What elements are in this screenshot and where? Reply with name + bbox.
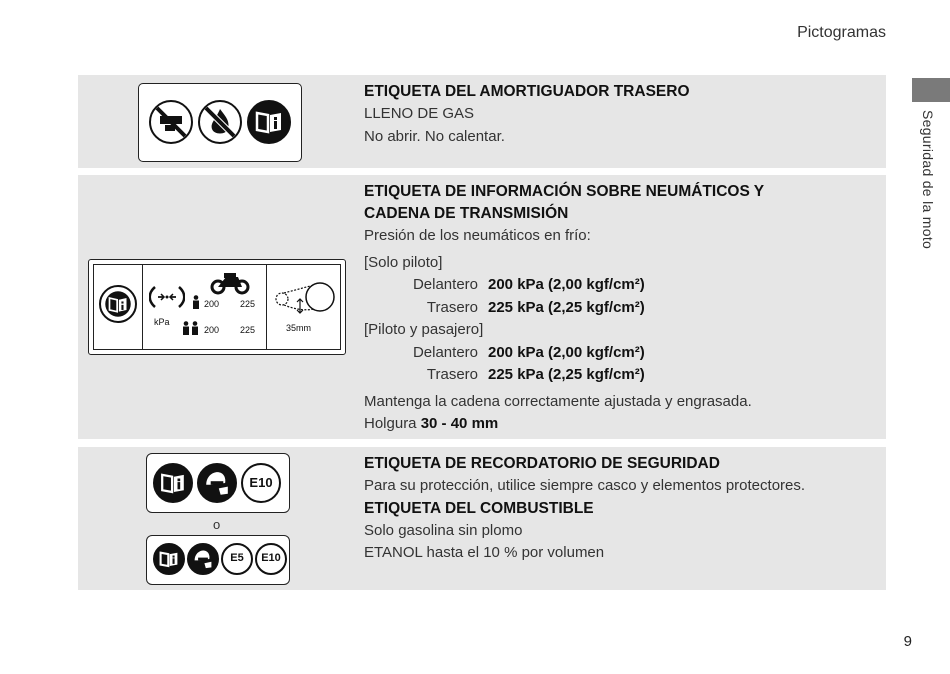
tire-pressure-icon (149, 283, 185, 316)
helmet-gear-icon (197, 463, 237, 503)
tire-intro: Presión de los neumáticos en frío: (364, 227, 591, 244)
fuel-heading: ETIQUETA DEL COMBUSTIBLE (364, 499, 594, 517)
shock-heading: ETIQUETA DEL AMORTIGUADOR TRASERO (364, 83, 690, 100)
pressure-value: 225 kPa (2,25 kgf/cm²) (488, 298, 645, 316)
no-heat-icon (198, 100, 242, 144)
pressure-label: Delantero (412, 343, 478, 361)
or-separator: o (213, 517, 221, 532)
pressure-row (364, 274, 876, 297)
pressure-value: 225 kPa (2,25 kgf/cm²) (488, 366, 645, 383)
motorcycle-icon (210, 269, 250, 300)
safety-heading: ETIQUETA DE RECORDATORIO DE SEGURIDAD (364, 455, 720, 472)
safety-label-image-e10 (146, 453, 290, 513)
chain-slack-icon (274, 279, 338, 324)
e10-fuel-icon (255, 543, 287, 575)
helmet-gear-icon (187, 543, 219, 575)
pressure-label: Delantero (412, 276, 478, 293)
kpa-unit: kPa (154, 317, 170, 327)
e10-text: E10 (249, 475, 273, 490)
shock-line: LLENO DE GAS (364, 105, 475, 122)
pressure-row (364, 297, 876, 320)
shock-label-section (78, 75, 886, 168)
safety-text: Para su protección, utilice siempre casco y elementos protectores. (364, 477, 806, 494)
tire-chain-section (78, 175, 886, 439)
pressure-value: 200 kPa (2,00 kgf/cm²) (488, 276, 645, 293)
tire-chain-label-image (88, 259, 346, 355)
passenger-title: [Piloto y pasajero] (364, 321, 484, 338)
e10-fuel-icon (241, 463, 281, 503)
tire-heading-2: CADENA DE TRANSMISIÓN (364, 205, 569, 222)
slack-value: 30 - 40 mm (420, 415, 499, 432)
pressure-row (364, 342, 876, 365)
solo-title: [Solo piloto] (364, 253, 443, 271)
fuel-line: ETANOL hasta el 10 % por volumen (364, 544, 605, 561)
read-manual-icon (153, 463, 193, 503)
side-section-label: Seguridad de la moto (920, 110, 936, 250)
tire-heading: ETIQUETA DE INFORMACIÓN SOBRE NEUMÁTICOS Y (364, 183, 765, 200)
pressure-value: 200 kPa (2,00 kgf/cm²) (488, 343, 645, 361)
shock-label-image (138, 83, 302, 162)
front-pressure-solo: 200 (204, 299, 220, 309)
chain-text: Mantenga la cadena correctamente ajustada y engrasada. (364, 392, 752, 410)
side-tab-marker (912, 78, 950, 102)
rider-icon (192, 295, 200, 314)
chain-slack-mm: 35mm (286, 323, 312, 333)
rear-pressure-pass: 225 (240, 325, 256, 335)
pressure-row (364, 364, 876, 387)
rear-pressure-solo: 225 (240, 299, 256, 309)
pressure-label: Trasero (426, 366, 478, 383)
shock-line: No abrir. No calentar. (364, 127, 505, 145)
front-pressure-pass: 200 (204, 325, 220, 335)
fuel-line: Solo gasolina sin plomo (364, 521, 523, 539)
safety-fuel-section (78, 447, 886, 590)
read-manual-icon (153, 543, 185, 575)
pressure-label: Trasero (426, 298, 478, 316)
page-header: Pictogramas (797, 24, 886, 41)
safety-label-image-e5-e10 (146, 535, 290, 585)
read-manual-icon (99, 285, 137, 323)
page-number: 9 (903, 633, 912, 650)
chain-slack-line (364, 413, 876, 436)
e5-fuel-icon (221, 543, 253, 575)
slack-prefix: Holgura (364, 415, 421, 432)
read-manual-icon (247, 100, 291, 144)
no-open-icon (149, 100, 193, 144)
e10-text: E10 (261, 552, 281, 564)
e5-text: E5 (230, 552, 244, 564)
rider-passenger-icon (182, 321, 200, 340)
